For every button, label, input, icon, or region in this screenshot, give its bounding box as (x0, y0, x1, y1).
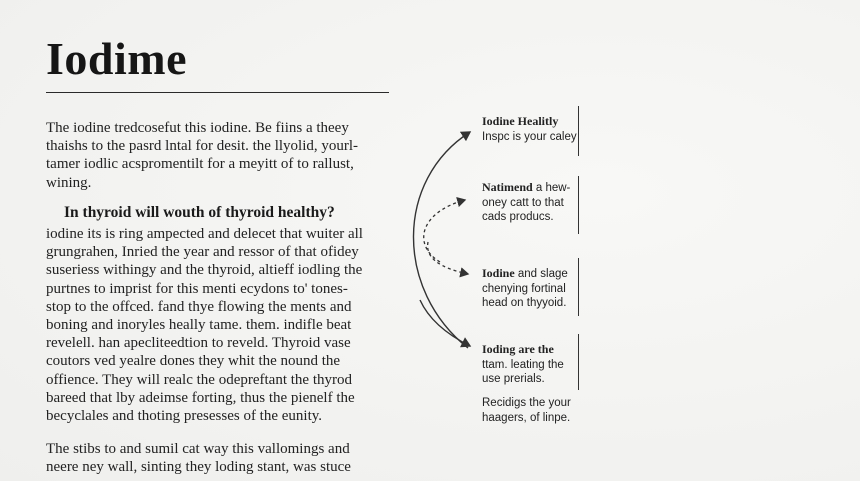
callout-3-line: head on thyyoid. (482, 297, 567, 309)
callout-5-line: Recidigs the your (482, 397, 571, 409)
callout-1-heading: Iodine Healitly (482, 114, 559, 128)
callout-3-heading-rest: and slage (514, 268, 568, 280)
callout-3-heading: Iodine (482, 266, 515, 280)
callout-2-bar (578, 176, 579, 234)
body-line: stop to the offced. fand thye flowing the ments and (46, 298, 352, 315)
callout-2-heading-rest: a hew- (532, 182, 571, 194)
intro-line: tamer iodlic acspromentilt for a meyitt of to rallust, (46, 156, 354, 173)
closing-line: The stibs to and sumil cat way this vallomings and (46, 441, 350, 457)
body-line: boning and inoryles heally tame. them. indifle beat (46, 317, 352, 334)
body-line: iodine its is ring ampected and delecet that wuiter all (46, 226, 363, 242)
body-line: grungrahen, Inried the year and ressor of that ofidey (46, 244, 359, 261)
intro-line: thaishs to the pasrd lntal for desit. the llyolid, yourl- (46, 138, 359, 155)
body-line: bareed that lby adeimse forting, thus the pienelf the (46, 389, 355, 406)
arrow-to-callout-2 (424, 200, 465, 262)
callout-1-line: Inspc is your caley (482, 130, 577, 143)
callout-2-line: oney catt to that (482, 196, 564, 209)
callout-2-line: cads producs. (482, 211, 554, 223)
intro-line: wining. (46, 174, 92, 191)
callout-iodine-healitly (482, 114, 577, 144)
callout-4-heading: Ioding are the (482, 342, 554, 356)
body-line: coutors ved yealre dones they whit the nound the (46, 353, 341, 370)
arrow-to-callout-4 (420, 300, 470, 346)
callout-2-heading: Natimend (482, 180, 533, 194)
callout-recidigs (482, 396, 571, 425)
intro-line: The iodine tredcosefut this iodine. Be fiins a theey (46, 120, 349, 136)
callout-3-bar (578, 258, 579, 316)
callout-iodine-slage (482, 266, 568, 311)
closing-line: neere ney wall, sinting they loding stant, was stuce (46, 459, 351, 476)
body-line: becyclales and thoting presesses of the eunity. (46, 408, 323, 425)
document-title: Iodime (46, 33, 187, 84)
section-subheading: In thyroid will wouth of thyroid healthy? (64, 204, 335, 221)
body-line: revelell. han apecliteedtion to reveld. Thyroid vase (46, 335, 351, 352)
callout-1-bar (578, 106, 579, 156)
callout-4-line: ttam. leating the (482, 358, 564, 371)
callout-4-bar (578, 334, 579, 390)
body-line: suseriess withingy and the thyroid, altieff iodling the (46, 262, 363, 279)
callout-3-line: chenying fortinal (482, 282, 566, 295)
callout-4-line: use prerials. (482, 373, 545, 385)
callout-natimend (482, 180, 570, 225)
body-line: purtnes to imprist for this menti ecydons to' tones- (46, 280, 348, 297)
body-line: offience. They will realc the odepreftant the thyrod (46, 371, 352, 388)
callout-5-line: haagers, of linpe. (482, 411, 571, 424)
arrow-to-callout-1 (413, 132, 470, 348)
callout-ioding (482, 342, 564, 387)
